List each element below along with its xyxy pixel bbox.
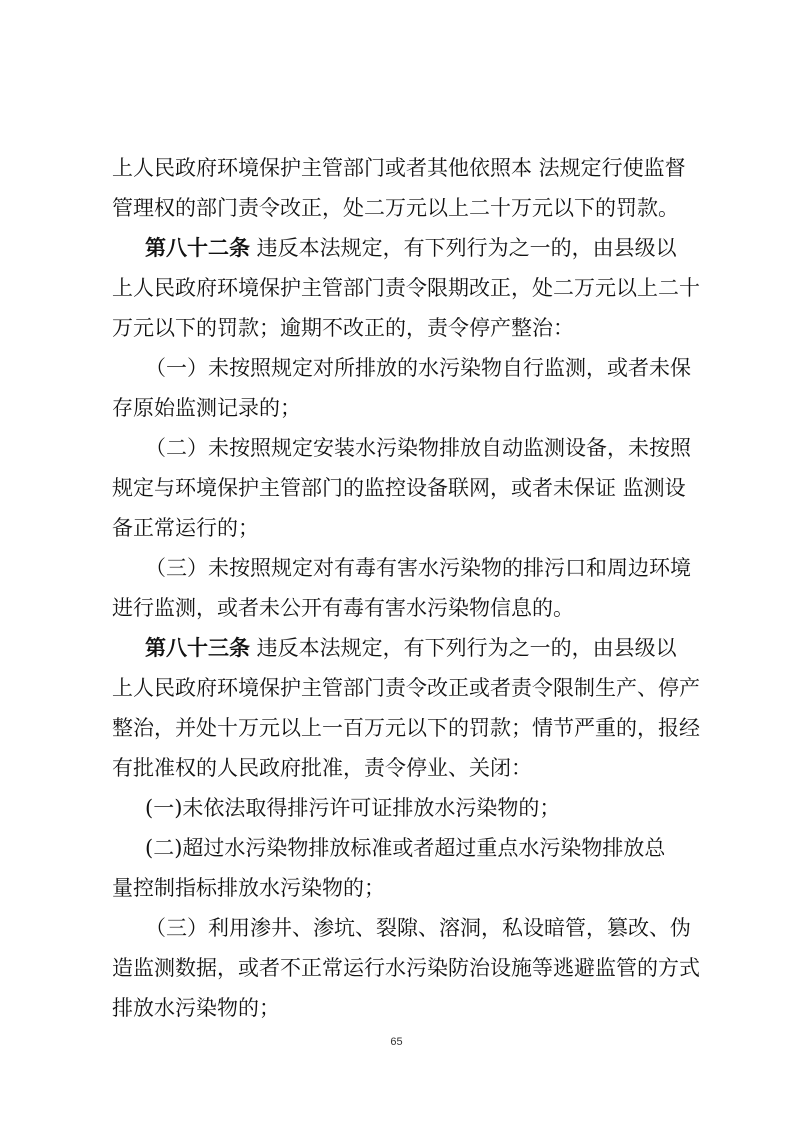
list-item [112, 788, 692, 828]
article-heading: 第八十三条 [145, 635, 250, 660]
text-line: 进行监测，或者未公开有毒有害水污染物信息的。 [112, 596, 574, 620]
text-line: （二）未按照规定安装水污染物排放自动监测设备，未按照 [145, 436, 691, 460]
text-line [112, 628, 692, 668]
paragraph [112, 148, 692, 228]
text-line: 上人民政府环境保护主管部门责令改正或者责令限制生产、停产 [112, 676, 700, 700]
text-line: (一)未依法取得排污许可证排放水污染物的； [145, 796, 561, 820]
text-line: 万元以下的罚款；逾期不改正的，责令停产整治： [112, 316, 574, 340]
text-line: 规定与环境保护主管部门的监控设备联网，或者未保证 监测设 [112, 476, 686, 500]
text-line: （三）未按照规定对有毒有害水污染物的排污口和周边环境 [145, 556, 691, 580]
article-text: 违反本法规定，有下列行为之一的，由县级以 [250, 636, 677, 660]
list-item [112, 428, 692, 548]
text-line: 备正常运行的； [112, 516, 259, 540]
list-item [112, 548, 692, 628]
text-line: 排放水污染物的； [112, 996, 280, 1020]
article-heading: 第八十二条 [145, 235, 250, 260]
text-line: 管理权的部门责令改正，处二万元以上二十万元以下的罚款。 [112, 196, 679, 220]
document-body [112, 148, 700, 1028]
text-line: 量控制指标排放水污染物的； [112, 876, 385, 900]
list-item [112, 908, 700, 1028]
text-line: 整治，并处十万元以上一百万元以下的罚款；情节严重的，报经 [112, 716, 700, 740]
article-text: 违反本法规定，有下列行为之一的，由县级以 [250, 236, 677, 260]
text-line: 造监测数据，或者不正常运行水污染防治设施等逃避监管的方式 [112, 956, 700, 980]
text-line: （一）未按照规定对所排放的水污染物自行监测，或者未保 [145, 356, 691, 380]
article-82 [112, 228, 700, 348]
text-line: (二)超过水污染物排放标准或者超过重点水污染物排放总 [145, 836, 666, 860]
text-line: 上人民政府环境保护主管部门责令限期改正，处二万元以上二十 [112, 276, 700, 300]
list-item [112, 348, 692, 428]
text-line: 存原始监测记录的； [112, 396, 301, 420]
text-line: 有批准权的人民政府批准，责令停业、关闭： [112, 756, 532, 780]
text-line: （三）利用渗井、渗坑、裂隙、溶洞，私设暗管，篡改、伪 [145, 916, 691, 940]
text-line [112, 228, 692, 268]
article-83 [112, 628, 700, 788]
page-number: 65 [390, 1036, 403, 1048]
list-item [112, 828, 692, 908]
text-line: 上人民政府环境保护主管部门或者其他依照本 法规定行使监督 [112, 156, 686, 180]
